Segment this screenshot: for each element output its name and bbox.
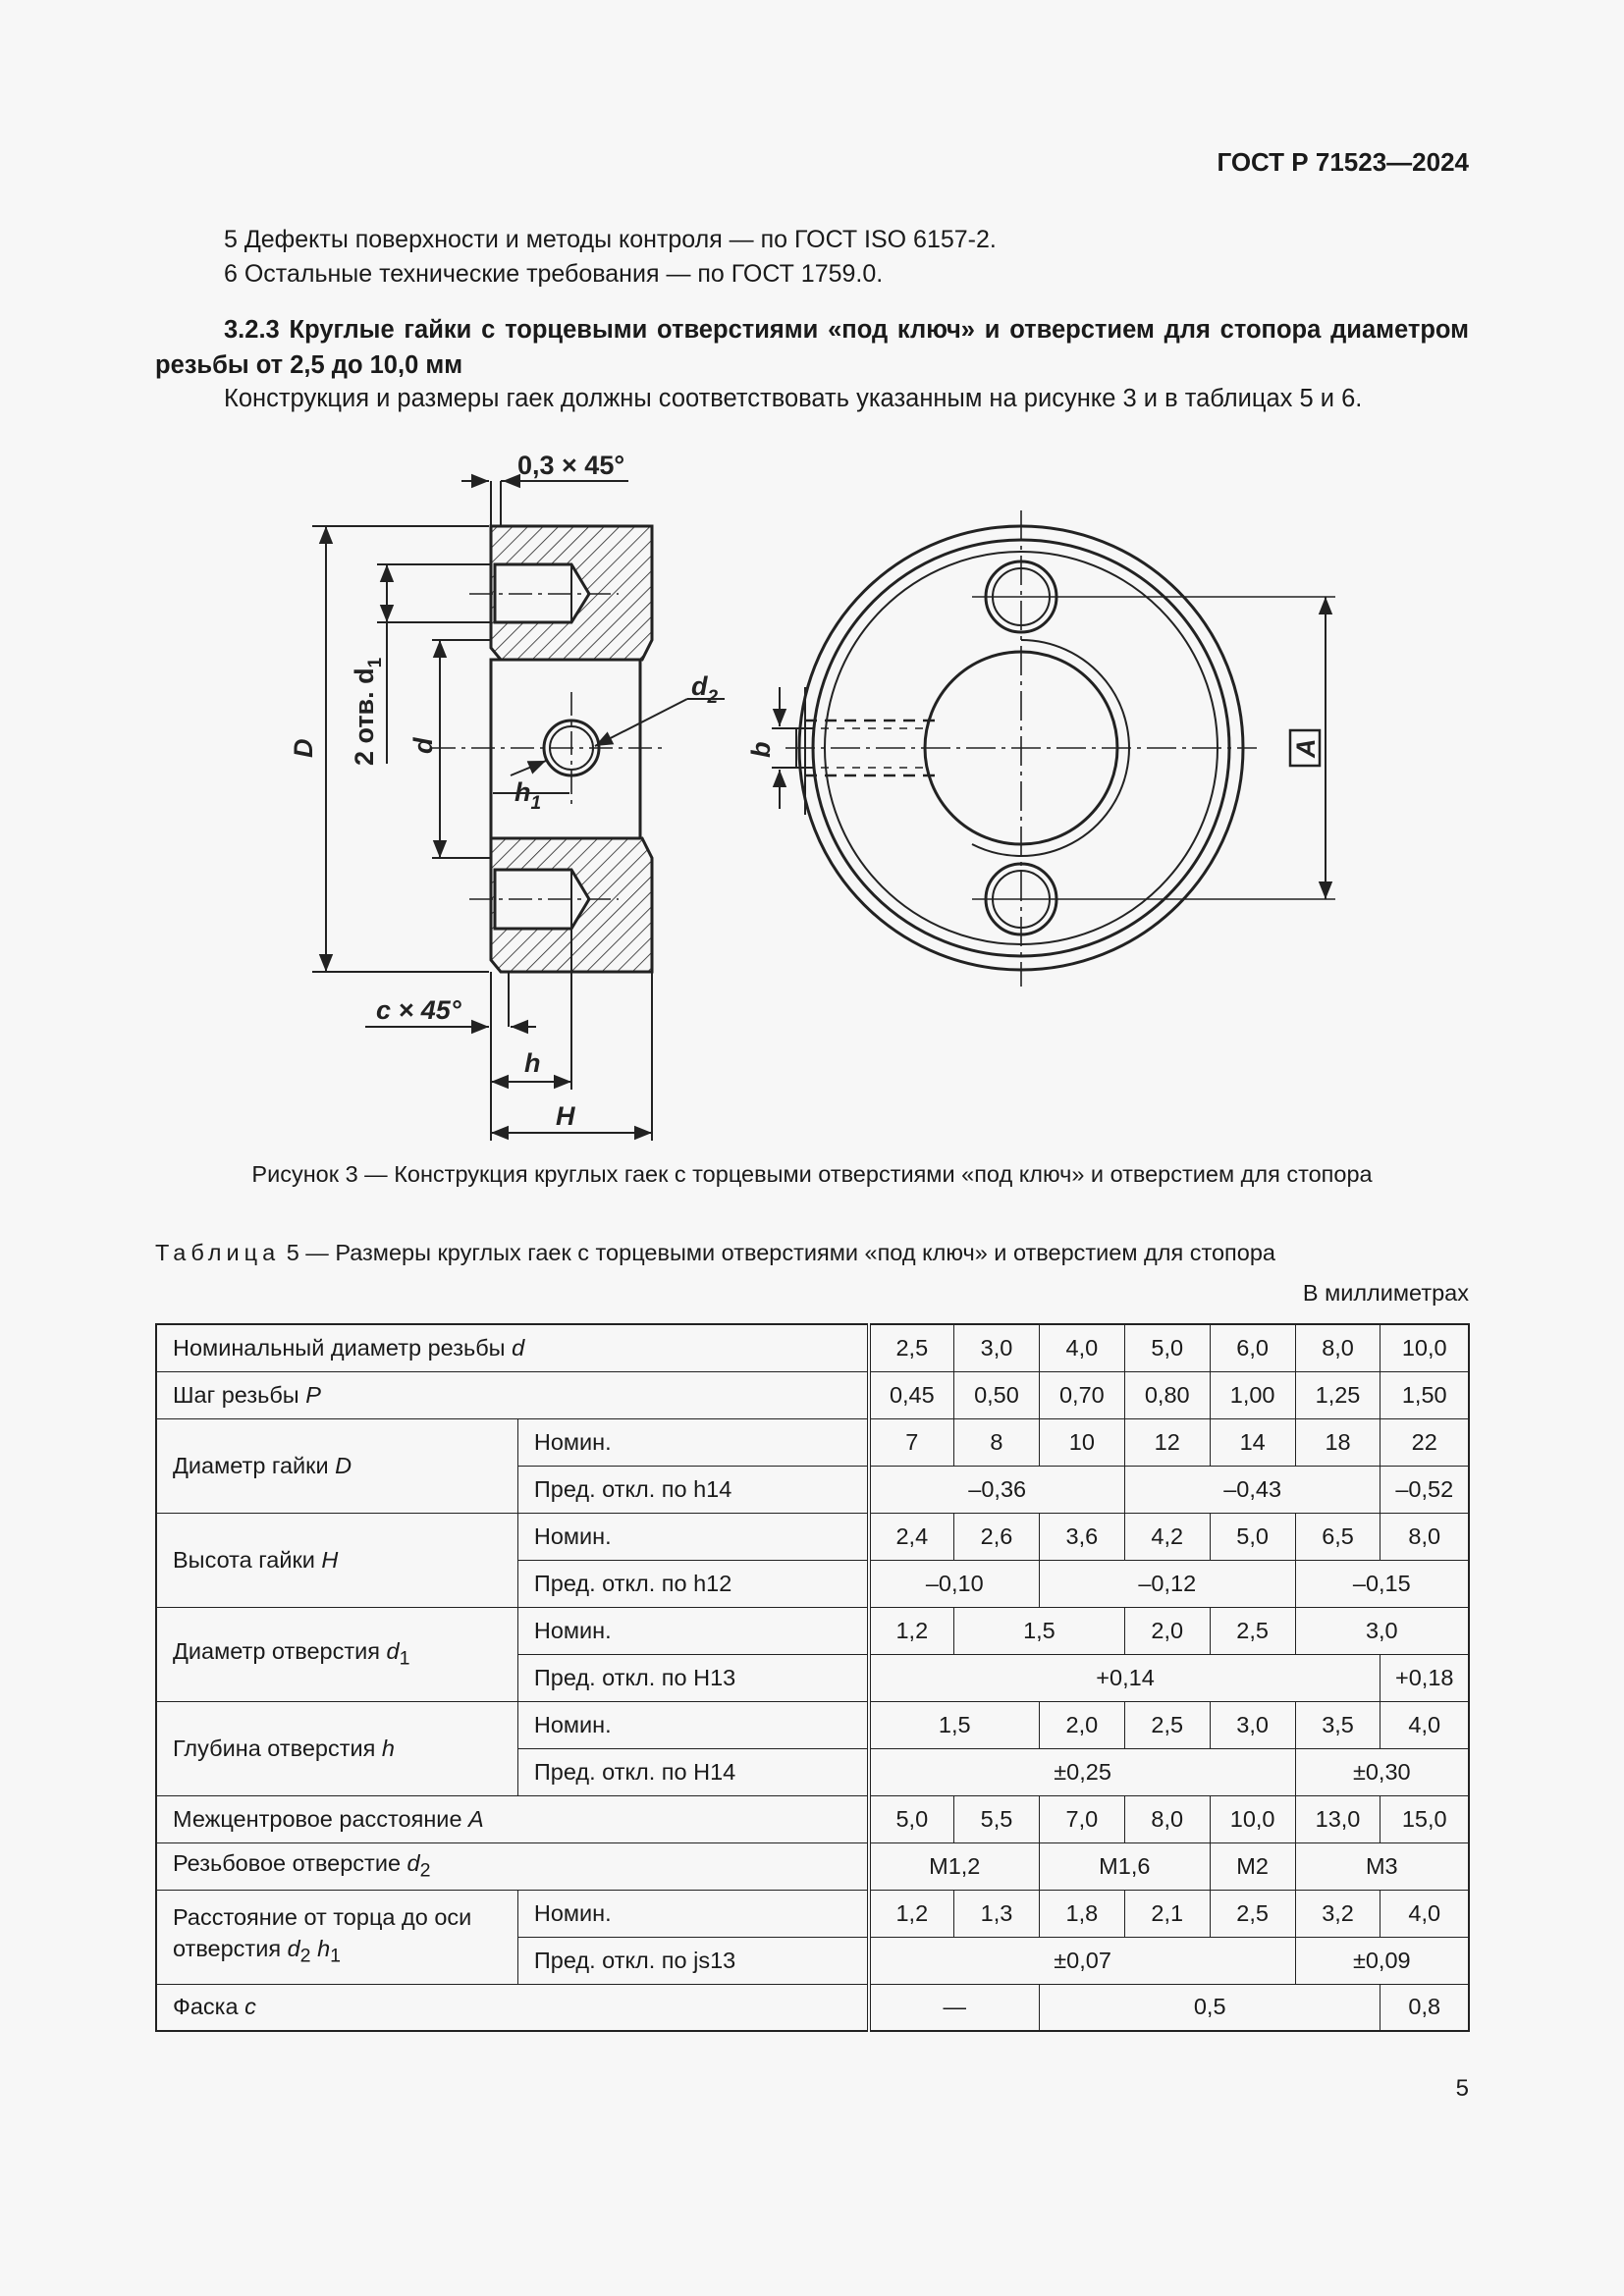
label-H: H xyxy=(556,1101,575,1131)
cell: 5,0 xyxy=(1124,1324,1210,1371)
cell: 4,0 xyxy=(1380,1701,1469,1748)
row-label-var: d xyxy=(406,1849,420,1876)
table-caption-label: Таблица xyxy=(155,1240,281,1265)
row-label-text: Диаметр отверстия xyxy=(173,1637,387,1664)
row-label-hole-diameter xyxy=(156,1607,517,1701)
table-row xyxy=(156,1371,1469,1418)
cell: 8 xyxy=(954,1418,1040,1466)
cell: 0,8 xyxy=(1380,1984,1469,2031)
cell: 22 xyxy=(1380,1418,1469,1466)
cell: 0,5 xyxy=(1039,1984,1380,2031)
section-title-text: Круглые гайки с торцевыми отверстиями «под ключ» и отверстием для стопора диаметром резьбы от 2,5 до 10,0 мм xyxy=(155,316,1470,379)
sub-label-tolerance: Пред. откл. по h12 xyxy=(517,1560,868,1607)
cell: M1,6 xyxy=(1039,1842,1210,1890)
cell: 10,0 xyxy=(1380,1324,1469,1371)
cell: 1,25 xyxy=(1295,1371,1380,1418)
cell: 3,2 xyxy=(1295,1890,1380,1937)
cell: 7 xyxy=(869,1418,954,1466)
cell: 6,5 xyxy=(1295,1513,1380,1560)
row-label-var: d xyxy=(287,1936,300,1962)
note-5: 5 Дефекты поверхности и методы контроля — по ГОСТ ISO 6157-2. xyxy=(224,226,997,253)
section-number: 3.2.3 xyxy=(224,316,280,344)
table-row xyxy=(156,1890,1469,1937)
end-view xyxy=(772,510,1335,987)
cell: 1,2 xyxy=(869,1607,954,1654)
cell: M1,2 xyxy=(869,1842,1040,1890)
row-label-sub: 1 xyxy=(399,1647,410,1670)
row-label-text: Номинальный диаметр резьбы xyxy=(173,1334,513,1361)
table-row xyxy=(156,1984,1469,2031)
cell: M2 xyxy=(1210,1842,1295,1890)
cell: 2,1 xyxy=(1124,1890,1210,1937)
cell: M3 xyxy=(1295,1842,1469,1890)
label-d2-main: d xyxy=(691,671,708,701)
cell: 10,0 xyxy=(1210,1795,1295,1842)
row-label-var: d xyxy=(386,1637,400,1664)
table-row xyxy=(156,1701,1469,1748)
cell: 8,0 xyxy=(1124,1795,1210,1842)
row-label-thread-diameter xyxy=(156,1324,869,1371)
cell: 12 xyxy=(1124,1418,1210,1466)
row-label-text: Межцентровое расстояние xyxy=(173,1805,469,1832)
cell: 5,0 xyxy=(869,1795,954,1842)
table-caption xyxy=(155,1240,1275,1266)
row-label-sub: 2 xyxy=(419,1859,431,1882)
label-b: b xyxy=(746,741,776,758)
label-h1-main: h xyxy=(514,777,531,807)
row-label-var: A xyxy=(468,1805,484,1832)
table-row xyxy=(156,1324,1469,1371)
cell: 3,0 xyxy=(954,1324,1040,1371)
label-holes-prefix: 2 отв. d xyxy=(350,667,379,766)
row-label-center-distance xyxy=(156,1795,869,1842)
cell: –0,12 xyxy=(1039,1560,1295,1607)
cell: 13,0 xyxy=(1295,1795,1380,1842)
table-row xyxy=(156,1795,1469,1842)
cell: 1,50 xyxy=(1380,1371,1469,1418)
row-label-var: P xyxy=(305,1381,321,1408)
section-view xyxy=(432,526,668,972)
cell: ±0,30 xyxy=(1295,1748,1469,1795)
row-label-var: d xyxy=(512,1334,525,1361)
table-row xyxy=(156,1513,1469,1560)
document-header: ГОСТ Р 71523—2024 xyxy=(1217,147,1469,177)
label-holes-d1 xyxy=(350,657,386,766)
cell: 2,5 xyxy=(1124,1701,1210,1748)
row-label-text: Расстояние от торца до оси отверстия xyxy=(173,1904,472,1962)
cell: –0,15 xyxy=(1295,1560,1469,1607)
cell: 3,6 xyxy=(1039,1513,1124,1560)
cell: 3,0 xyxy=(1210,1701,1295,1748)
cell: 18 xyxy=(1295,1418,1380,1466)
cell: 1,00 xyxy=(1210,1371,1295,1418)
cell: 1,3 xyxy=(954,1890,1040,1937)
table-row xyxy=(156,1418,1469,1466)
label-A: A xyxy=(1291,738,1321,758)
cell: 2,0 xyxy=(1039,1701,1124,1748)
cell: 0,45 xyxy=(869,1371,954,1418)
label-d2-sub: 2 xyxy=(707,687,719,708)
section-paragraph: Конструкция и размеры гаек должны соответствовать указанным на рисунке 3 и в таблицах 5 и 6. xyxy=(224,385,1363,412)
row-label-pitch xyxy=(156,1371,869,1418)
sub-label-tolerance: Пред. откл. по H14 xyxy=(517,1748,868,1795)
cell: 10 xyxy=(1039,1418,1124,1466)
sub-label-tolerance: Пред. откл. по js13 xyxy=(517,1937,868,1984)
cell: 2,6 xyxy=(954,1513,1040,1560)
sub-label-nominal: Номин. xyxy=(517,1701,868,1748)
cell: 5,5 xyxy=(954,1795,1040,1842)
sub-label-tolerance: Пред. откл. по H13 xyxy=(517,1654,868,1701)
cell: 2,5 xyxy=(1210,1607,1295,1654)
label-chamfer-c: c × 45° xyxy=(376,995,461,1025)
row-label-nut-diameter xyxy=(156,1418,517,1513)
label-h: h xyxy=(524,1048,541,1078)
sub-label-nominal: Номин. xyxy=(517,1418,868,1466)
sub-label-nominal: Номин. xyxy=(517,1890,868,1937)
row-label-text: Высота гайки xyxy=(173,1546,322,1573)
cell: –0,43 xyxy=(1124,1466,1380,1513)
cell: 0,80 xyxy=(1124,1371,1210,1418)
cell: 1,5 xyxy=(954,1607,1125,1654)
cell: +0,18 xyxy=(1380,1654,1469,1701)
page-number: 5 xyxy=(1455,2075,1469,2102)
label-d: d xyxy=(408,737,438,754)
cell: 8,0 xyxy=(1295,1324,1380,1371)
cell: 2,0 xyxy=(1124,1607,1210,1654)
sub-label-nominal: Номин. xyxy=(517,1607,868,1654)
cell: 8,0 xyxy=(1380,1513,1469,1560)
row-label-text: Диаметр гайки xyxy=(173,1452,336,1478)
row-label-var: h xyxy=(381,1735,395,1761)
row-label-text: Резьбовое отверстие xyxy=(173,1849,407,1876)
cell: –0,52 xyxy=(1380,1466,1469,1513)
label-holes-sub: 1 xyxy=(365,657,386,668)
row-label-text: Глубина отверстия xyxy=(173,1735,382,1761)
row-label-chamfer xyxy=(156,1984,869,2031)
cell: 7,0 xyxy=(1039,1795,1124,1842)
cell: 1,8 xyxy=(1039,1890,1124,1937)
row-label-sub: 2 xyxy=(299,1945,311,1967)
cell: 0,70 xyxy=(1039,1371,1124,1418)
cell: +0,14 xyxy=(869,1654,1380,1701)
cell: 4,0 xyxy=(1039,1324,1124,1371)
row-label-sub2: 1 xyxy=(330,1945,342,1967)
cell: 2,5 xyxy=(869,1324,954,1371)
row-label-var: c xyxy=(244,1994,256,2020)
table-row xyxy=(156,1607,1469,1654)
cell: –0,36 xyxy=(869,1466,1125,1513)
row-label-end-distance xyxy=(156,1890,517,1984)
row-label-hole-depth xyxy=(156,1701,517,1795)
figure-caption: Рисунок 3 — Конструкция круглых гаек с торцевыми отверстиями «под ключ» и отверстием для стопора xyxy=(251,1161,1373,1187)
cell: 14 xyxy=(1210,1418,1295,1466)
table-caption-text: 5 — Размеры круглых гаек с торцевыми отверстиями «под ключ» и отверстием для стопора xyxy=(286,1240,1275,1265)
cell: 1,2 xyxy=(869,1890,954,1937)
cell: 1,5 xyxy=(869,1701,1040,1748)
row-label-var: D xyxy=(335,1452,352,1478)
row-label-var: H xyxy=(321,1546,339,1573)
cell: 5,0 xyxy=(1210,1513,1295,1560)
cell: 2,4 xyxy=(869,1513,954,1560)
cell: ±0,25 xyxy=(869,1748,1295,1795)
cell: ±0,09 xyxy=(1295,1937,1469,1984)
cell: ±0,07 xyxy=(869,1937,1295,1984)
cell: 0,50 xyxy=(954,1371,1040,1418)
row-label-text: Шаг резьбы xyxy=(173,1381,306,1408)
cell: 4,0 xyxy=(1380,1890,1469,1937)
label-D: D xyxy=(289,738,318,758)
cell: 3,5 xyxy=(1295,1701,1380,1748)
cell: –0,10 xyxy=(869,1560,1040,1607)
cell: 15,0 xyxy=(1380,1795,1469,1842)
cell: 2,5 xyxy=(1210,1890,1295,1937)
table-row xyxy=(156,1842,1469,1890)
label-chamfer-top: 0,3 × 45° xyxy=(517,451,625,480)
label-d2 xyxy=(691,671,719,708)
dimensions-table xyxy=(155,1323,1470,2032)
row-label-threaded-hole xyxy=(156,1842,869,1890)
label-h1-sub: 1 xyxy=(530,793,542,814)
row-label-nut-height xyxy=(156,1513,517,1607)
table-units: В миллиметрах xyxy=(1302,1280,1469,1306)
row-label-var2: h xyxy=(317,1936,331,1962)
cell: 3,0 xyxy=(1295,1607,1469,1654)
cell: 4,2 xyxy=(1124,1513,1210,1560)
sub-label-tolerance: Пред. откл. по h14 xyxy=(517,1466,868,1513)
cell: 6,0 xyxy=(1210,1324,1295,1371)
note-6: 6 Остальные технические требования — по ГОСТ 1759.0. xyxy=(224,260,884,288)
cell: — xyxy=(869,1984,1040,2031)
sub-label-nominal: Номин. xyxy=(517,1513,868,1560)
row-label-text: Фаска xyxy=(173,1994,245,2020)
